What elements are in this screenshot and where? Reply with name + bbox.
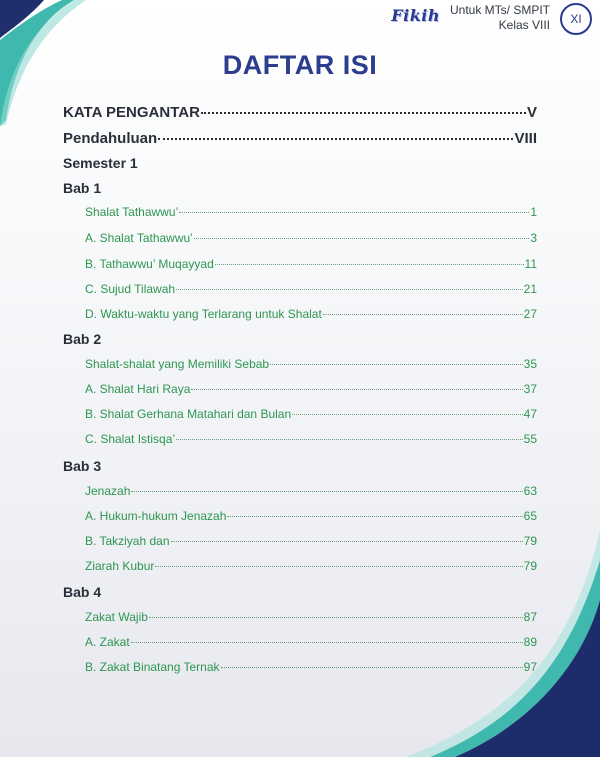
toc-entry-label: C. Sujud Tilawah <box>85 282 176 296</box>
toc-entry-page: 97 <box>523 660 537 674</box>
toc-entry-label: KATA PENGANTAR <box>63 104 200 121</box>
dot-leader <box>131 642 523 643</box>
toc-entry-page: 47 <box>523 407 537 421</box>
chapter-heading-bab-2: Bab 2 <box>63 331 102 347</box>
dot-leader <box>270 364 523 365</box>
toc-entry[interactable] <box>85 307 537 321</box>
book-subtitle <box>450 3 550 33</box>
toc-entry-label: Jenazah <box>85 484 131 498</box>
toc-entry-label: Shalat-shalat yang Memiliki Sebab <box>85 357 270 371</box>
toc-entry[interactable] <box>85 509 537 523</box>
toc-entry-page: 79 <box>523 559 537 573</box>
semester-heading: Semester 1 <box>63 155 138 171</box>
toc-entry-page: 55 <box>523 432 537 446</box>
dot-leader <box>158 138 513 140</box>
toc-entry-label: Zakat Wajib <box>85 610 148 624</box>
toc-entry[interactable] <box>85 660 537 674</box>
page-title: DAFTAR ISI <box>222 50 378 80</box>
dot-leader <box>201 112 526 114</box>
toc-entry-page: 79 <box>523 534 537 548</box>
toc-entry-kata-pengantar[interactable] <box>63 104 537 121</box>
toc-entry[interactable] <box>85 205 537 219</box>
toc-entry-page: 87 <box>523 610 537 624</box>
toc-entry-page: 37 <box>523 382 537 396</box>
toc-entry[interactable] <box>85 282 537 296</box>
toc-entry-page: VIII <box>514 130 537 147</box>
dot-leader <box>215 264 524 265</box>
toc-entry-pendahuluan[interactable] <box>63 130 537 147</box>
toc-entry-label: B. Tathawwu’ Muqayyad <box>85 257 214 271</box>
toc-entry-page: 27 <box>523 307 537 321</box>
dot-leader <box>221 667 523 668</box>
dot-leader <box>131 491 522 492</box>
dot-leader <box>227 516 522 517</box>
chapter-heading-bab-3: Bab 3 <box>63 458 102 474</box>
toc-entry[interactable] <box>85 257 537 271</box>
toc-entry-label: B. Takziyah dan <box>85 534 170 548</box>
toc-entry-page: 1 <box>530 205 537 219</box>
toc-entry-label: Ziarah Kubur <box>85 559 155 573</box>
page-number-badge: XI <box>560 3 592 35</box>
dot-leader <box>323 314 523 315</box>
toc-entry[interactable] <box>85 357 537 371</box>
toc-entry[interactable] <box>85 534 537 548</box>
dot-leader <box>191 389 522 390</box>
toc-entry[interactable] <box>85 559 537 573</box>
dot-leader <box>292 414 523 415</box>
book-logo: Fikih <box>391 6 440 25</box>
toc-entry-page: 63 <box>523 484 537 498</box>
toc-entry-label: C. Shalat Istisqa’ <box>85 432 176 446</box>
toc-entry[interactable] <box>85 382 537 396</box>
toc-entry-page: 65 <box>523 509 537 523</box>
toc-entry-label: D. Waktu-waktu yang Terlarang untuk Shalat <box>85 307 322 321</box>
toc-entry-page: 21 <box>523 282 537 296</box>
dot-leader <box>155 566 522 567</box>
toc-entry-page: 89 <box>523 635 537 649</box>
toc-entry-label: A. Hukum-hukum Jenazah <box>85 509 227 523</box>
toc-entry-label: A. Zakat <box>85 635 130 649</box>
dot-leader <box>171 541 523 542</box>
toc-entry-page: 3 <box>530 231 537 245</box>
toc-entry-page: 11 <box>524 257 537 271</box>
toc-entry-page: V <box>526 104 537 121</box>
dot-leader <box>194 238 529 239</box>
toc-entry[interactable] <box>85 432 537 446</box>
toc-entry-label: A. Shalat Tathawwu’ <box>85 231 193 245</box>
toc-entry[interactable] <box>85 407 537 421</box>
toc-entry[interactable] <box>85 484 537 498</box>
dot-leader <box>179 212 529 213</box>
toc-entry-label: A. Shalat Hari Raya <box>85 382 191 396</box>
chapter-heading-bab-1: Bab 1 <box>63 180 102 196</box>
toc-entry[interactable] <box>85 635 537 649</box>
toc-entry-label: B. Shalat Gerhana Matahari dan Bulan <box>85 407 292 421</box>
chapter-heading-bab-4: Bab 4 <box>63 584 102 600</box>
toc-entry-label: Shalat Tathawwu’ <box>85 205 179 219</box>
toc-entry[interactable] <box>85 231 537 245</box>
toc-entry-page: 35 <box>523 357 537 371</box>
toc-entry-label: Pendahuluan <box>63 130 158 147</box>
toc-entry[interactable] <box>85 610 537 624</box>
header-line-audience: Untuk MTs/ SMPIT <box>449 3 550 17</box>
toc-entry-label: B. Zakat Binatang Ternak <box>85 660 220 674</box>
header-line-grade: Kelas VIII <box>498 18 550 32</box>
dot-leader <box>149 617 523 618</box>
dot-leader <box>176 439 523 440</box>
dot-leader <box>176 289 523 290</box>
running-header <box>391 2 592 38</box>
